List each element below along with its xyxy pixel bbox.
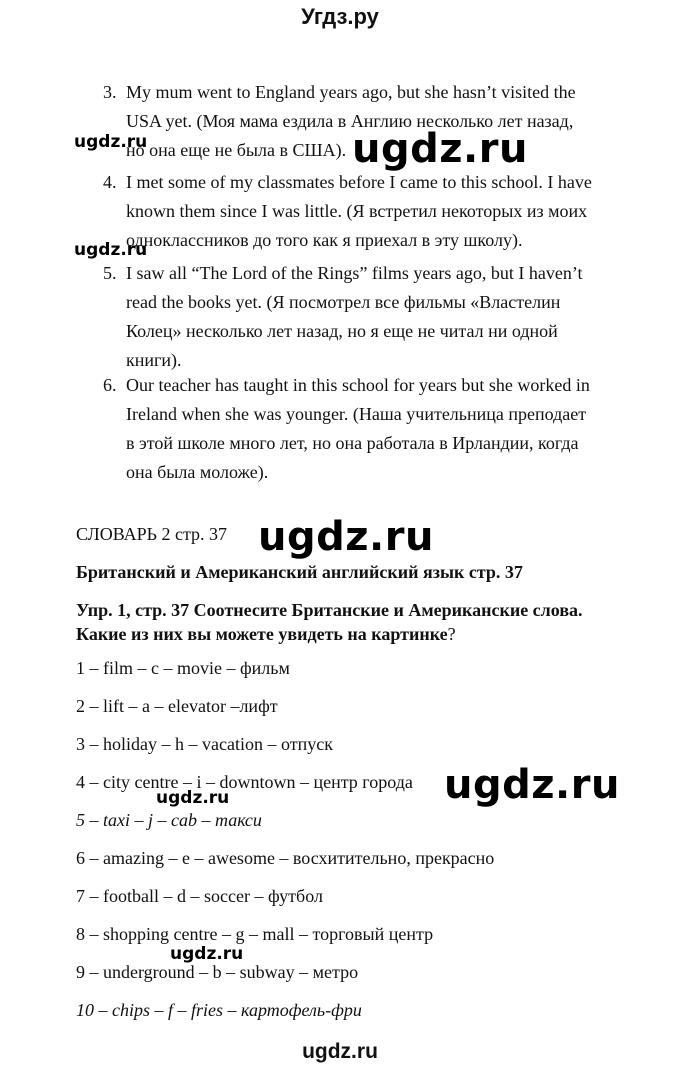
- item-line: одноклассников до того как я приехал в эту школу).: [126, 230, 523, 250]
- vocab-item: 3 – holiday – h – vacation – отпуск: [76, 734, 333, 754]
- section-subtitle: Британский и Американский английский язык стр. 37: [76, 562, 523, 582]
- watermark-big: ugdz.ru: [258, 514, 434, 560]
- item-line: My mum went to England years ago, but she hasn’t visited the: [126, 82, 576, 102]
- vocab-item: 9 – underground – b – subway – метро: [76, 962, 359, 982]
- item-line: книги).: [126, 350, 182, 370]
- vocab-item: 8 – shopping centre – g – mall – торговый центр: [76, 924, 434, 944]
- item-line: USA yet. (Моя мама ездила в Англию несколько лет назад,: [126, 111, 574, 131]
- item-line: I met some of my classmates before I came to this school. I have: [126, 172, 592, 192]
- watermark-small: ugdz.ru: [74, 132, 148, 152]
- task-question-mark: ?: [447, 624, 456, 644]
- vocab-item: 2 – lift – a – elevator –лифт: [76, 696, 278, 716]
- vocab-item: 10 – chips – f – fries – картофель-фри: [76, 1000, 362, 1020]
- watermark-small: ugdz.ru: [74, 240, 148, 260]
- item-line: в этой школе много лет, но она работала в Ирландии, когда: [126, 433, 579, 453]
- task-heading-line2: [76, 624, 456, 645]
- site-header: Угдз.ру: [301, 4, 379, 29]
- item-line: Ireland when she was younger. (Наша учительница преподает: [126, 404, 587, 424]
- watermark-big: ugdz.ru: [352, 126, 528, 172]
- section-title: СЛОВАРЬ 2 стр. 37: [76, 524, 228, 544]
- watermark-big: ugdz.ru: [444, 762, 620, 808]
- item-number: 4.: [103, 172, 117, 192]
- task-heading: Упр. 1, стр. 37 Соотнесите Британские и Американские слова.: [76, 600, 583, 620]
- vocab-item: 6 – amazing – e – awesome – восхитительно, прекрасно: [76, 848, 495, 868]
- watermark-small: ugdz.ru: [170, 944, 244, 964]
- item-number: 3.: [103, 82, 117, 102]
- item-line: I saw all “The Lord of the Rings” films years ago, but I haven’t: [126, 263, 583, 283]
- vocab-item: 5 – taxi – j – cab – такси: [76, 810, 262, 830]
- item-line: Our teacher has taught in this school for years but she worked in: [126, 375, 590, 395]
- item-number: 5.: [103, 263, 117, 283]
- vocab-item: 7 – football – d – soccer – футбол: [76, 886, 323, 906]
- task-question: Какие из них вы можете увидеть на картинке: [76, 624, 448, 644]
- vocab-item: 4 – city centre – i – downtown – центр города: [76, 772, 413, 792]
- vocab-item: 1 – film – c – movie – фильм: [76, 658, 290, 678]
- item-line: она была моложе).: [126, 462, 269, 482]
- item-line: known them since I was little. (Я встретил некоторых из моих: [126, 201, 588, 221]
- watermark-small: ugdz.ru: [156, 788, 230, 808]
- item-line: read the books yet. (Я посмотрел все фильмы «Властелин: [126, 292, 561, 312]
- item-number: 6.: [103, 375, 117, 395]
- item-line: но она еще не была в США).: [126, 140, 347, 160]
- site-footer: ugdz.ru: [302, 1040, 378, 1063]
- item-line: Колец» несколько лет назад, но я еще не читал ни одной: [126, 321, 558, 341]
